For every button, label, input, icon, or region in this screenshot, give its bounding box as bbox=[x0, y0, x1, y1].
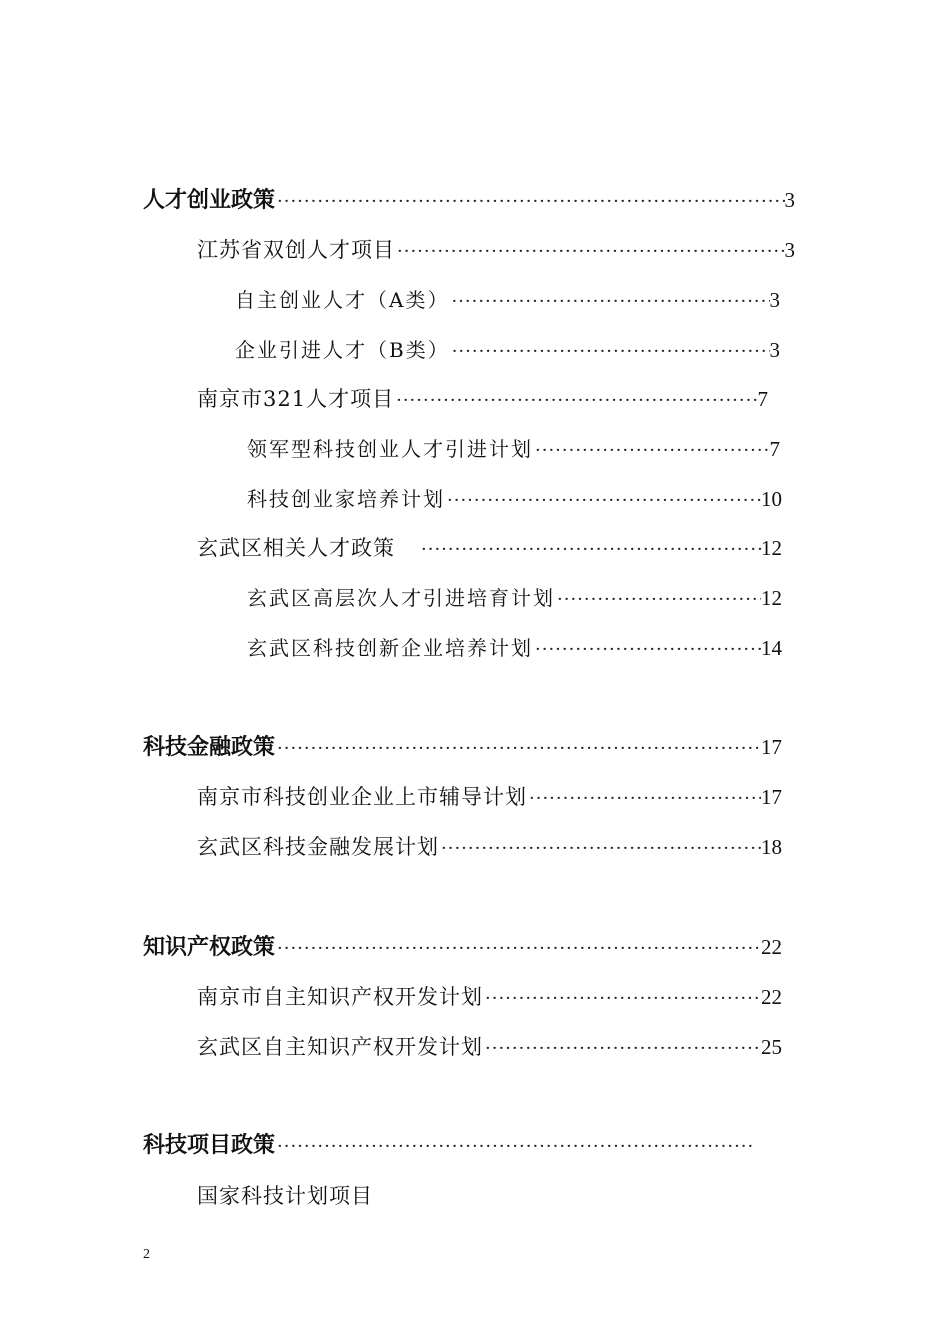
page-number: 2 bbox=[143, 1247, 150, 1262]
toc-leader-dots bbox=[275, 734, 761, 764]
toc-item-title: 江苏省双创人才项目 bbox=[197, 238, 395, 262]
toc-item-xuanwu-high-level-talent-plan[interactable] bbox=[247, 583, 782, 613]
toc-item-title: 科技创业家培养计划 bbox=[247, 487, 445, 511]
toc-item-nanjing-321-project[interactable] bbox=[197, 384, 768, 414]
toc-page-number: 7 bbox=[757, 387, 768, 411]
toc-page-number: 12 bbox=[761, 536, 782, 560]
toc-leader-dots bbox=[527, 784, 761, 814]
toc-item-nanjing-listing-plan[interactable] bbox=[197, 782, 782, 812]
toc-item-title: 玄武区相关人才政策 bbox=[197, 536, 395, 560]
toc-page-number: 10 bbox=[761, 487, 782, 511]
toc-page-number: 3 bbox=[769, 338, 780, 362]
toc-leader-dots bbox=[555, 585, 761, 615]
toc-item-title: 玄武区自主知识产权开发计划 bbox=[197, 1035, 483, 1059]
toc-page-number: 7 bbox=[769, 437, 780, 461]
toc-page-number: 12 bbox=[761, 586, 782, 610]
toc-leader-dots bbox=[439, 834, 761, 864]
toc-item-entrepreneur-training-plan[interactable] bbox=[247, 484, 782, 514]
toc-leader-dots bbox=[445, 486, 761, 516]
toc-page-number: 3 bbox=[784, 238, 795, 262]
toc-page-number: 22 bbox=[761, 935, 782, 959]
toc-item-national-tech-plan[interactable] bbox=[197, 1181, 497, 1211]
toc-leader-dots bbox=[450, 337, 770, 367]
toc-heading-talent-entrepreneurship[interactable] bbox=[143, 185, 795, 215]
toc-item-title: 玄武区科技创新企业培养计划 bbox=[247, 636, 533, 660]
toc-leader-dots bbox=[449, 287, 769, 317]
toc-heading-tech-projects[interactable] bbox=[143, 1131, 755, 1161]
toc-leader-dots bbox=[483, 1034, 761, 1064]
toc-item-title: 企业引进人才（B类） bbox=[235, 338, 450, 362]
toc-item-nanjing-ip-plan[interactable] bbox=[197, 982, 782, 1012]
toc-leader-dots bbox=[394, 386, 757, 416]
toc-page-number: 17 bbox=[761, 735, 782, 759]
toc-item-leading-talent-plan[interactable] bbox=[247, 434, 780, 464]
toc-heading-intellectual-property[interactable] bbox=[143, 932, 782, 962]
toc-page-number: 22 bbox=[761, 985, 782, 1009]
toc-item-xuanwu-tech-innovation-plan[interactable] bbox=[247, 633, 782, 663]
toc-item-enterprise-talent-b[interactable] bbox=[235, 335, 780, 365]
toc-leader-dots bbox=[275, 934, 761, 964]
toc-item-title: 领军型科技创业人才引进计划 bbox=[247, 437, 533, 461]
toc-heading-tech-finance[interactable] bbox=[143, 732, 782, 762]
toc-item-title: 南京市自主知识产权开发计划 bbox=[197, 985, 483, 1009]
toc-heading-title: 科技项目政策 bbox=[143, 1133, 276, 1158]
toc-leader-dots bbox=[395, 237, 785, 267]
toc-item-self-employed-talent-a[interactable] bbox=[235, 285, 780, 315]
toc-page-number: 3 bbox=[769, 288, 780, 312]
toc-leader-dots bbox=[533, 635, 761, 665]
toc-heading-title: 知识产权政策 bbox=[143, 935, 276, 960]
toc-item-jiangsu-talent-project[interactable] bbox=[197, 235, 795, 265]
toc-page-number: 3 bbox=[784, 188, 795, 212]
toc-page-number: 14 bbox=[761, 636, 782, 660]
toc-item-title: 南京市321人才项目 bbox=[197, 387, 395, 411]
toc-leader-dots bbox=[419, 535, 761, 565]
toc-leader-dots bbox=[275, 187, 784, 217]
toc-leader-dots bbox=[275, 1132, 755, 1162]
toc-page-number: 25 bbox=[761, 1035, 782, 1059]
toc-item-title: 南京市科技创业企业上市辅导计划 bbox=[197, 785, 527, 809]
toc-page-number: 18 bbox=[761, 835, 782, 859]
toc-item-title: 玄武区科技金融发展计划 bbox=[197, 835, 439, 859]
toc-item-title: 国家科技计划项目 bbox=[197, 1184, 373, 1208]
toc-item-xuanwu-finance-plan[interactable] bbox=[197, 832, 782, 862]
toc-heading-title: 人才创业政策 bbox=[143, 188, 276, 213]
toc-leader-dots bbox=[483, 984, 761, 1014]
toc-page-number: 17 bbox=[761, 785, 782, 809]
toc-heading-title: 科技金融政策 bbox=[143, 735, 276, 760]
toc-item-xuanwu-talent-policy[interactable] bbox=[197, 533, 782, 563]
toc-item-xuanwu-ip-plan[interactable] bbox=[197, 1032, 782, 1062]
toc-item-title: 自主创业人才（A类） bbox=[235, 288, 450, 312]
toc-leader-dots bbox=[533, 436, 770, 466]
toc-item-title: 玄武区高层次人才引进培育计划 bbox=[247, 586, 555, 610]
